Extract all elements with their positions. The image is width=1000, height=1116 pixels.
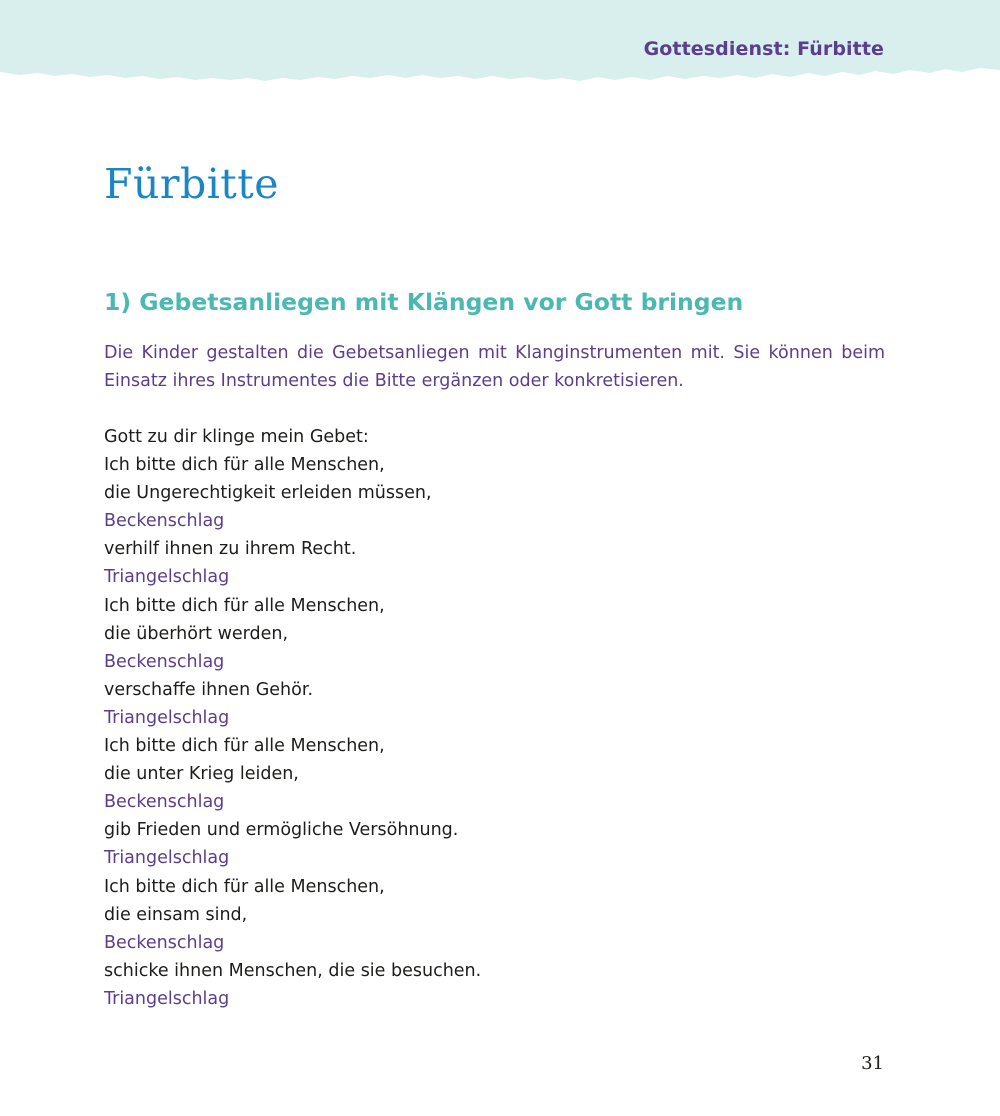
prayer-text	[104, 423, 481, 1013]
prayer-line: die überhört werden,	[104, 623, 289, 644]
page-number: 31	[861, 1053, 884, 1074]
page-title: Fürbitte	[104, 160, 280, 208]
section-heading: 1) Gebetsanliegen mit Klängen vor Gott bringen	[104, 288, 744, 316]
prayer-line: Ich bitte dich für alle Menschen,	[104, 455, 385, 476]
prayer-line: Ich bitte dich für alle Menschen,	[104, 876, 385, 897]
prayer-line: verhilf ihnen zu ihrem Recht.	[104, 539, 357, 560]
prayer-line: schicke ihnen Menschen, die sie besuchen.	[104, 960, 482, 981]
instrument-cue: Beckenschlag	[104, 651, 225, 672]
intro-paragraph: Die Kinder gestalten die Gebetsanliegen mit Klanginstrumenten mit. Sie können beim Einsatz ihres Instrumentes die Bitte ergänzen oder konkretisieren.	[104, 343, 885, 391]
prayer-line: verschaffe ihnen Gehör.	[104, 679, 314, 700]
prayer-line: die unter Krieg leiden,	[104, 764, 299, 785]
running-head: Gottesdienst: Fürbitte	[643, 38, 884, 60]
prayer-line: Ich bitte dich für alle Menschen,	[104, 736, 385, 757]
instrument-cue: Beckenschlag	[104, 792, 225, 813]
instrument-cue: Triangelschlag	[104, 848, 230, 869]
prayer-line: die einsam sind,	[104, 904, 248, 925]
instrument-cue: Beckenschlag	[104, 932, 225, 953]
prayer-line: Ich bitte dich für alle Menschen,	[104, 595, 385, 616]
prayer-line: gib Frieden und ermögliche Versöhnung.	[104, 820, 459, 841]
instrument-cue: Triangelschlag	[104, 567, 230, 588]
prayer-line: die Ungerechtigkeit erleiden müssen,	[104, 483, 432, 504]
instrument-cue: Beckenschlag	[104, 511, 225, 532]
instrument-cue: Triangelschlag	[104, 988, 230, 1009]
instrument-cue: Triangelschlag	[104, 707, 230, 728]
prayer-line: Gott zu dir klinge mein Gebet:	[104, 427, 369, 447]
